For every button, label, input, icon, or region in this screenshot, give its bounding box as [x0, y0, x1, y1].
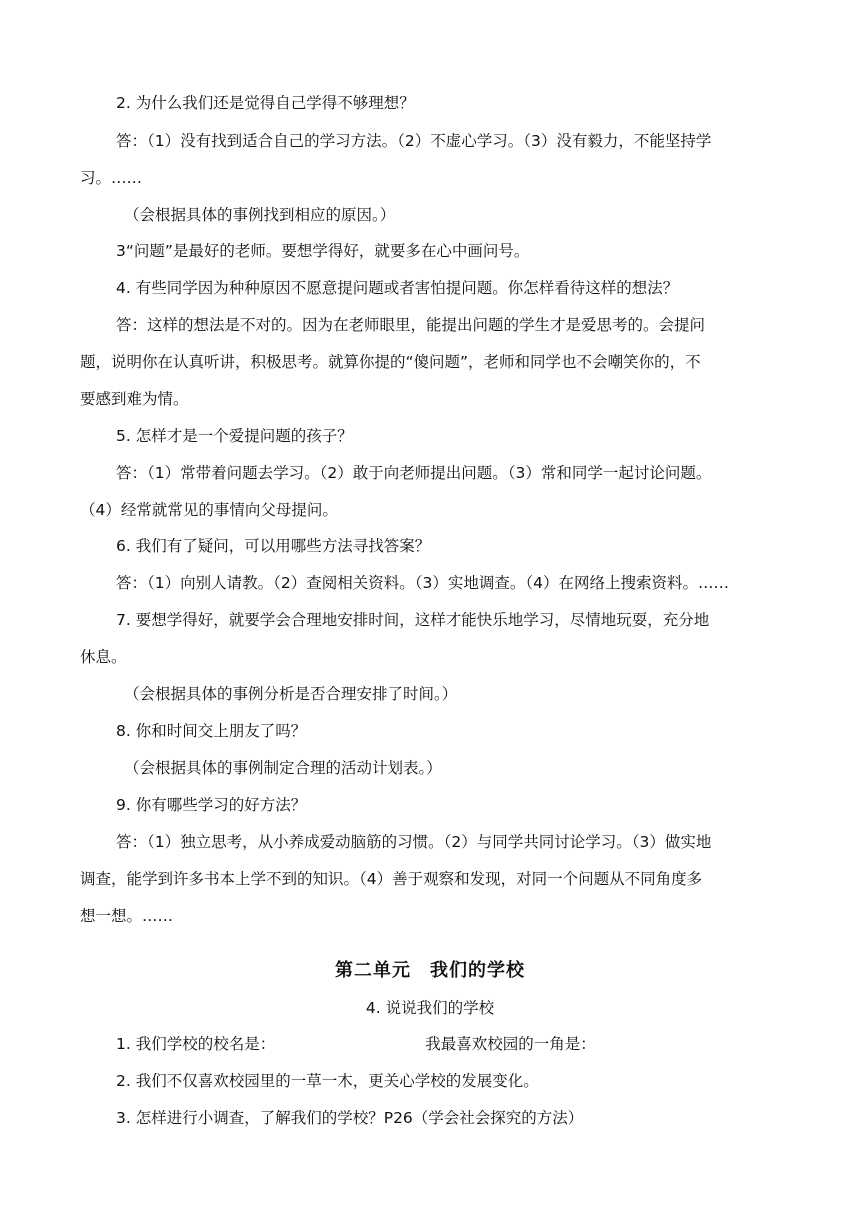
- point-7-line-2: 休息。: [80, 648, 127, 666]
- question-4: 4. 有些同学因为种种原因不愿意提问题或者害怕提问题。你怎样看待这样的想法？: [116, 279, 679, 297]
- answer-5-line-2: （4）经常就常见的事情向父母提问。: [80, 501, 338, 519]
- question-2: 2. 为什么我们还是觉得自己学得不够理想？: [116, 94, 415, 112]
- point-7-line-1: 7. 要想学得好，就要学会合理地安排时间，这样才能快乐地学习，尽情地玩耍，充分地: [116, 611, 710, 629]
- unit-question-3: 3. 怎样进行小调查，了解我们的学校？P26（学会社会探究的方法）: [116, 1109, 584, 1127]
- unit-question-1: [116, 1033, 596, 1055]
- favorite-corner-prompt: 我最喜欢校园的一角是：: [425, 1035, 596, 1053]
- answer-2-line-1: 答：（1）没有找到适合自己的学习方法。（2）不虚心学习。（3）没有毅力，不能坚持学: [116, 132, 712, 150]
- answer-5-line-1: 答：（1）常带着问题去学习。（2）敢于向老师提出问题。（3）常和同学一起讨论问题。: [116, 464, 712, 482]
- answer-9-line-3: 想一想。……: [80, 907, 174, 925]
- unit-title: 第二单元 我们的学校: [335, 960, 525, 981]
- answer-2-line-2: 习。……: [80, 169, 143, 187]
- answer-9-line-2: 调查，能学到许多书本上学不到的知识。（4）善于观察和发现，对同一个问题从不同角度多: [80, 870, 703, 888]
- lesson-title: 4. 说说我们的学校: [365, 999, 495, 1017]
- question-9: 9. 你有哪些学习的好方法？: [116, 796, 307, 814]
- note-7: （会根据具体的事例分析是否合理安排了时间。）: [124, 685, 458, 703]
- note-8: （会根据具体的事例制定合理的活动计划表。）: [124, 759, 442, 777]
- answer-4-line-1: 答：这样的想法是不对的。因为在老师眼里，能提出问题的学生才是爱思考的。会提问: [116, 316, 706, 334]
- answer-4-line-3: 要感到难为情。: [80, 390, 189, 408]
- question-8: 8. 你和时间交上朋友了吗？: [116, 722, 307, 740]
- note-2: （会根据具体的事例找到相应的原因。）: [124, 206, 396, 224]
- question-5: 5. 怎样才是一个爱提问题的孩子？: [116, 427, 353, 445]
- answer-4-line-2: 题，说明你在认真听讲，积极思考。就算你提的“傻问题”，老师和同学也不会嘲笑你的，不: [80, 353, 701, 371]
- answer-9-line-1: 答：（1）独立思考，从小养成爱动脑筋的习惯。（2）与同学共同讨论学习。（3）做实地: [116, 833, 712, 851]
- unit-question-2: 2. 我们不仅喜欢校园里的一草一木，更关心学校的发展变化。: [116, 1072, 539, 1090]
- school-name-prompt: 1. 我们学校的校名是：: [116, 1035, 276, 1053]
- point-3: 3“问题”是最好的老师。要想学得好，就要多在心中画问号。: [116, 242, 530, 260]
- answer-6: 答：（1）向别人请教。（2）查阅相关资料。（3）实地调查。（4）在网络上搜索资料。……: [116, 574, 729, 592]
- question-6: 6. 我们有了疑问，可以用哪些方法寻找答案？: [116, 537, 431, 555]
